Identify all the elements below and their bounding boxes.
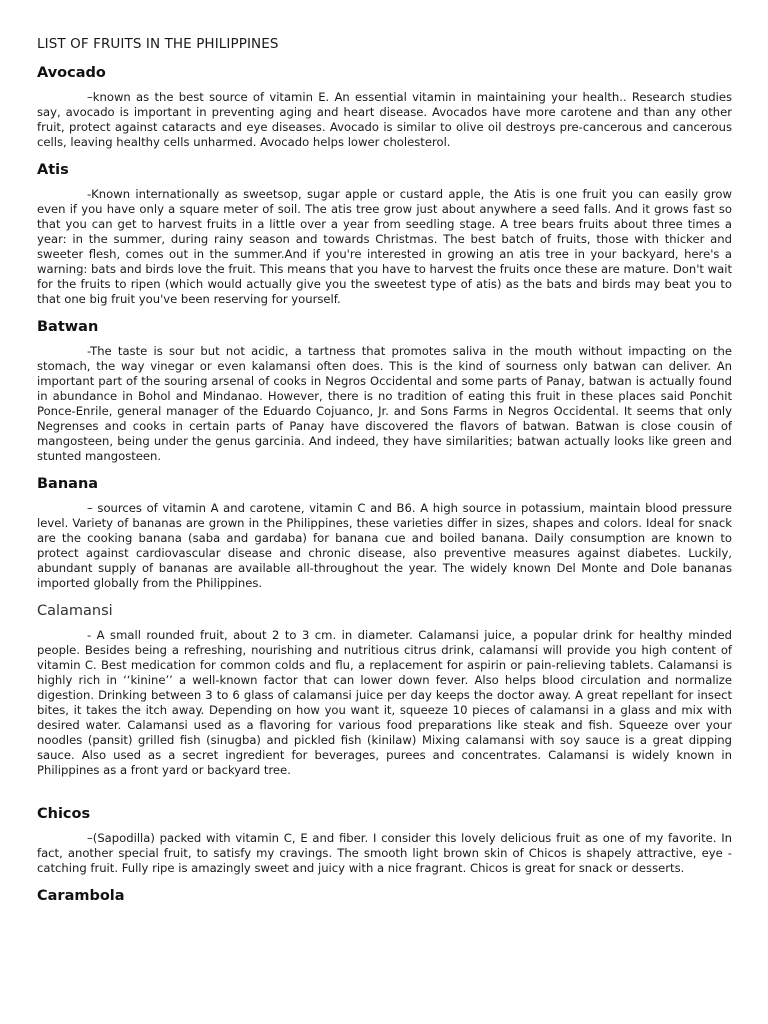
document-title: LIST OF FRUITS IN THE PHILIPPINES xyxy=(37,36,279,52)
fruit-heading: Banana xyxy=(37,476,99,492)
fruit-section-calamansi xyxy=(37,603,732,778)
fruit-section-chicos xyxy=(37,806,732,876)
fruit-section-batwan xyxy=(37,319,732,464)
fruit-description: – sources of vitamin A and carotene, vitamin C and B6. A high source in potassium, maintain blood pressure level. Variety of bananas are grown in the Philippines, these varieties differ in sizes, shapes and colors. Ideal for snack are the cooking banana (saba and gardaba) for banana cue and boiled banana. Daily consumption are known to protect against cardiovascular disease and chronic disease, also preventive measures against diabetes. Luckily, abundant supply of bananas are available all-throughout the year. The widely known Del Monte and Dole bananas imported globally from the Philippines. xyxy=(37,501,732,590)
fruit-heading: Batwan xyxy=(37,319,99,335)
fruit-description: -The taste is sour but not acidic, a tartness that promotes saliva in the mouth without impacting on the stomach, the way vinegar or even kalamansi often does. This is the kind of sourness only batwan can deliver. An important part of the souring arsenal of cooks in Negros Occidental and some parts of Panay, batwan is actually found in abundance in Bohol and Mindanao. However, there is no tradition of eating this fruit in these places said Ponchit Ponce-Enrile, general manager of the Eduardo Cojuanco, Jr. and Sons Farms in Negros Occidental. It seems that only Negrenses and cooks in certain parts of Panay have discovered the flavors of batwan. Batwan is close cousin of mangosteen, being under the genus garcinia. And indeed, they have similarities; batwan actually looks like green and stunted mangosteen. xyxy=(37,344,732,463)
fruit-description: - A small rounded fruit, about 2 to 3 cm. in diameter. Calamansi juice, a popular drink for healthy minded people. Besides being a refreshing, nourishing and nutritious citrus drink, calamansi will provide you high content of vitamin C. Best medication for common colds and flu, a replacement for aspirin or pain-relieving tablets. Calamansi is highly rich in ‘‘kinine’’ a well-known factor that can lower down fever. Also helps blood circulation and normalize digestion. Drinking between 3 to 6 glass of calamansi juice per day keeps the doctor away. A great repellant for insect bites, it takes the itch away. Depending on how you want it, squeeze 10 pieces of calamansi in a glass and mix with desired water. Calamansi used as a flavoring for various food preparations like steak and fish. Squeeze over your noodles (pansit) grilled fish (sinugba) and pickled fish (kinilaw) Mixing calamansi with soy sauce is a great dipping sauce. Also used as a secret ingredient for beverages, purees and concentrates. Calamansi is widely known in Philippines as a front yard or backyard tree. xyxy=(37,628,732,777)
fruit-heading: Chicos xyxy=(37,806,91,822)
fruit-section-banana xyxy=(37,476,732,591)
fruit-description: –known as the best source of vitamin E. An essential vitamin in maintaining your health.. Research studies say, avocado is important in preventing aging and heart disease. Avocados have more carotene and than any other fruit, protect against cataracts and eye diseases. Avocado is similar to olive oil destroys pre-cancerous and cancerous cells, leaving healthy cells unharmed. Avocado helps lower cholesterol. xyxy=(37,90,732,149)
fruit-description: -Known internationally as sweetsop, sugar apple or custard apple, the Atis is one fruit you can easily grow even if you have only a square meter of soil. The atis tree grow just about anywhere a seed falls. And it grows fast so that you can get to harvest fruits in a little over a year from seedling stage. A tree bears fruits about three times a year: in the summer, during rainy season and towards Christmas. The best batch of fruits, those with thicker and sweeter flesh, comes out in the summer.And if you're interested in growing an atis tree in your backyard, here's a warning: bats and birds love the fruit. This means that you have to harvest the fruits once these are mature. Don't wait for the fruits to ripen (which would actually give you the sweetest type of atis) as the bats and birds may beat you to that one big fruit you've been reserving for yourself. xyxy=(37,187,732,306)
fruit-heading: Calamansi xyxy=(37,603,113,619)
fruit-heading: Carambola xyxy=(37,888,125,904)
fruit-heading: Avocado xyxy=(37,65,106,81)
fruit-description: –(Sapodilla) packed with vitamin C, E and fiber. I consider this lovely delicious fruit as one of my favorite. In fact, another special fruit, to satisfy my cravings. The smooth light brown skin of Chicos is shapely attractive, eye -catching fruit. Fully ripe is amazingly sweet and juicy with a nice fragrant. Chicos is great for snack or desserts. xyxy=(37,831,732,875)
fruit-heading: Atis xyxy=(37,162,69,178)
fruit-section-atis xyxy=(37,162,732,307)
fruit-section-carambola xyxy=(37,888,732,904)
fruit-section-avocado xyxy=(37,65,732,150)
